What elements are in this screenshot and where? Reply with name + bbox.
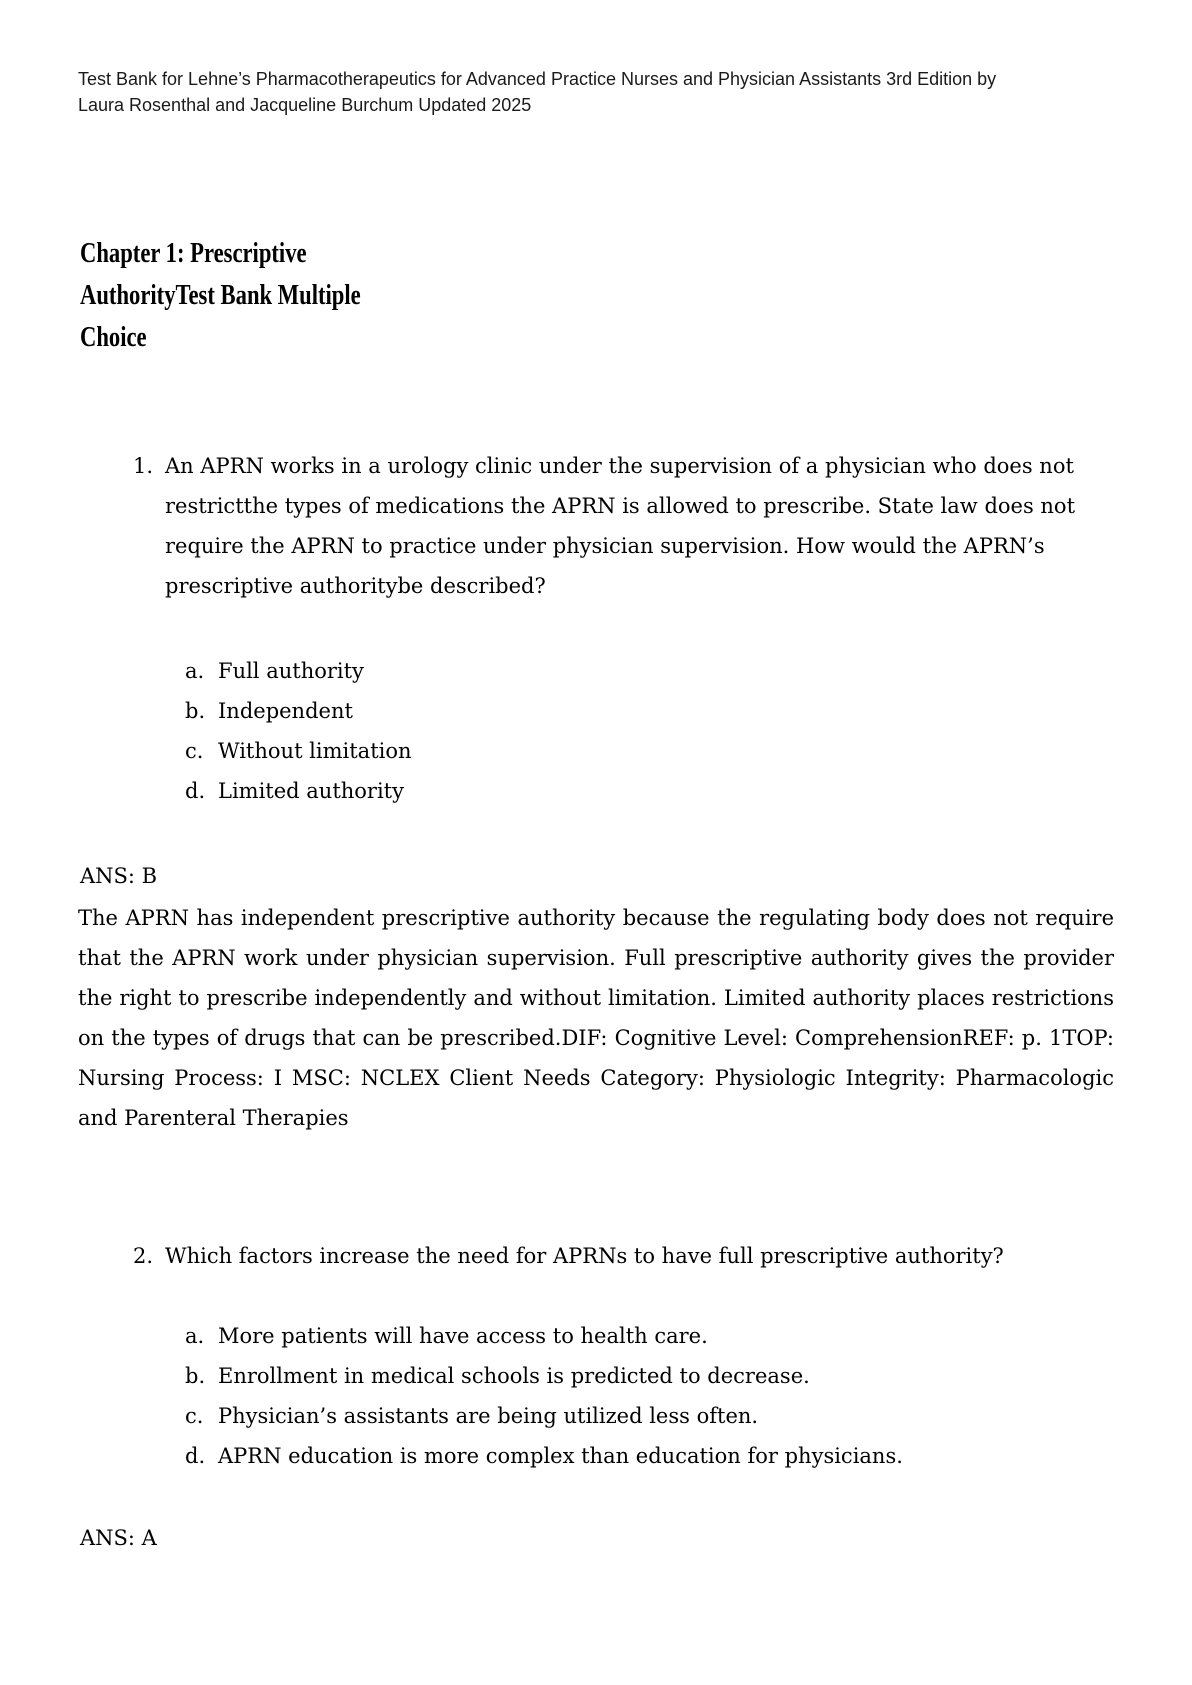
option-item bbox=[185, 1436, 903, 1476]
option-item bbox=[185, 771, 412, 811]
option-item bbox=[185, 651, 412, 691]
option-text: Full authority bbox=[218, 659, 364, 683]
option-text: Without limitation bbox=[218, 739, 412, 763]
option-item bbox=[185, 1396, 903, 1436]
option-item bbox=[185, 691, 412, 731]
chapter-title-line-2: AuthorityTest Bank Multiple bbox=[80, 279, 361, 311]
option-letter: d. bbox=[185, 1444, 206, 1468]
option-letter: a. bbox=[185, 1324, 205, 1348]
option-item bbox=[185, 1356, 903, 1396]
document-header bbox=[78, 66, 1123, 118]
question-1-number: 1. bbox=[133, 454, 154, 478]
question-1-options bbox=[185, 651, 412, 811]
option-text: Limited authority bbox=[218, 779, 404, 803]
answer-line-2: ANS: A bbox=[80, 1526, 157, 1550]
option-letter: b. bbox=[185, 699, 206, 723]
question-2 bbox=[133, 1236, 1113, 1276]
option-item bbox=[185, 1316, 903, 1356]
rationale-paragraph: The APRN has independent prescriptive authority because the regulating body does not require that the APRN work under physician supervision. Full prescriptive authority gives the provider the right to prescribe independently and without limitation. Limited authority places restrictions on the types of drugs that can be prescribed.DIF: Cognitive Level: ComprehensionREF: p. 1TOP: Nursing Process: I MSC: NCLEX Client Needs Category: Physiologic Integrity: Pharmacologic and Parenteral Therapies bbox=[78, 906, 1114, 1130]
option-text: More patients will have access to health care. bbox=[218, 1324, 708, 1348]
chapter-title bbox=[80, 232, 361, 358]
question-1-text: An APRN works in a urology clinic under the supervision of a physician who does not restrictthe types of medications the APRN is allowed to prescribe. State law does not require the APRN to practice under physician supervision. How would the APRN’s prescriptive authoritybe described? bbox=[165, 454, 1076, 598]
option-text: Physician’s assistants are being utilized less often. bbox=[218, 1404, 759, 1428]
question-2-number: 2. bbox=[133, 1244, 154, 1268]
option-letter: c. bbox=[185, 1404, 204, 1428]
option-text: Independent bbox=[218, 699, 353, 723]
question-1 bbox=[133, 446, 1113, 606]
option-letter: b. bbox=[185, 1364, 206, 1388]
chapter-title-line-3: Choice bbox=[80, 321, 147, 353]
option-letter: d. bbox=[185, 779, 206, 803]
option-letter: a. bbox=[185, 659, 205, 683]
answer-line-1: ANS: B bbox=[80, 864, 158, 888]
option-letter: c. bbox=[185, 739, 204, 763]
option-text: Enrollment in medical schools is predicted to decrease. bbox=[218, 1364, 810, 1388]
header-line-1: Test Bank for Lehne’s Pharmacotherapeutics for Advanced Practice Nurses and Physician Assistants 3rd Edition by bbox=[78, 69, 997, 89]
question-2-options bbox=[185, 1316, 903, 1476]
chapter-title-line-1: Chapter 1: Prescriptive bbox=[80, 237, 307, 269]
option-item bbox=[185, 731, 412, 771]
header-line-2: Laura Rosenthal and Jacqueline Burchum Updated 2025 bbox=[78, 95, 532, 115]
option-text: APRN education is more complex than education for physicians. bbox=[218, 1444, 903, 1468]
question-2-text: Which factors increase the need for APRNs to have full prescriptive authority? bbox=[165, 1244, 1004, 1268]
